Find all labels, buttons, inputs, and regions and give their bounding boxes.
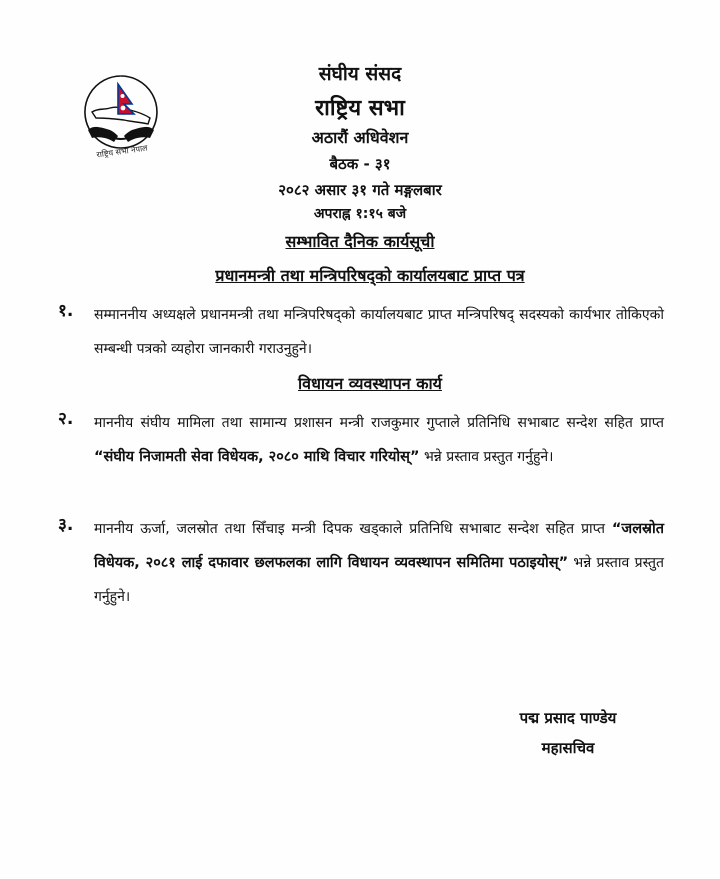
agenda-title: सम्भावित दैनिक कार्यसूची: [285, 232, 435, 251]
emblem-caption: राष्ट्रिय सभा नेपाल: [95, 143, 149, 160]
house-name: राष्ट्रिय सभा: [315, 96, 405, 121]
section-title-pm-office-letter: प्रधानमन्त्री तथा मन्त्रिपरिषद्को कार्यालयबाट प्राप्त पत्र: [215, 266, 525, 285]
item-number: ३.: [58, 515, 74, 535]
item-body-after: भन्ने प्रस्ताव प्रस्तुत गर्नुहुने।: [419, 449, 554, 465]
item-text: [94, 406, 664, 474]
item-body-before: माननीय संघीय मामिला तथा सामान्य प्रशासन मन्त्री राजकुमार गुप्ताले प्रतिनिधि सभाबाट सन्देश सहित प्राप्त: [94, 415, 664, 431]
item-body-after: भन्ने प्रस्ताव प्रस्तुत गर्नुहुने।: [94, 555, 664, 605]
item-body: सम्माननीय अध्यक्षले प्रधानमन्त्री तथा मन्त्रिपरिषद्को कार्यालयबाट प्राप्त मन्त्रिपरिषद् सदस्यको कार्यभार तोकिएको सम्बन्धी पत्रको व्यहोरा जानकारी गराउनुहुने।: [94, 307, 664, 357]
meeting-number: बैठक - ३१: [329, 155, 391, 173]
meeting-time: अपराह्न १:१५ बजे: [313, 206, 407, 222]
bill-title: “संघीय निजामती सेवा विधेयक, २०८० माथि विचार गरियोस्”: [94, 449, 420, 465]
item-number: १.: [58, 301, 74, 321]
parliament-name: संघीय संसद: [318, 63, 402, 85]
bill-title: “जलस्रोत विधेयक, २०८१ लाई दफावार छलफलका लागि विधायन व्यवस्थापन समितिमा पठाइयोस्”: [94, 521, 664, 571]
signatory-title: महासचिव: [541, 739, 595, 757]
item-body-before: माननीय ऊर्जा, जलस्रोत तथा सिँचाइ मन्त्री दिपक खड्काले प्रतिनिधि सभाबाट सन्देश सहित प्राप्त: [94, 521, 612, 537]
session-label: अठारौं अधिवेशन: [311, 128, 409, 147]
meeting-date: २०८२ असार ३१ गते मङ्गलबार: [278, 181, 442, 199]
item-text: [94, 512, 664, 614]
section-title-legislative-business: विधायन व्यवस्थापन कार्य: [298, 374, 442, 393]
signatory-name: पद्म प्रसाद पाण्डेय: [519, 709, 617, 727]
item-text: [94, 298, 664, 366]
item-number: २.: [58, 409, 74, 429]
